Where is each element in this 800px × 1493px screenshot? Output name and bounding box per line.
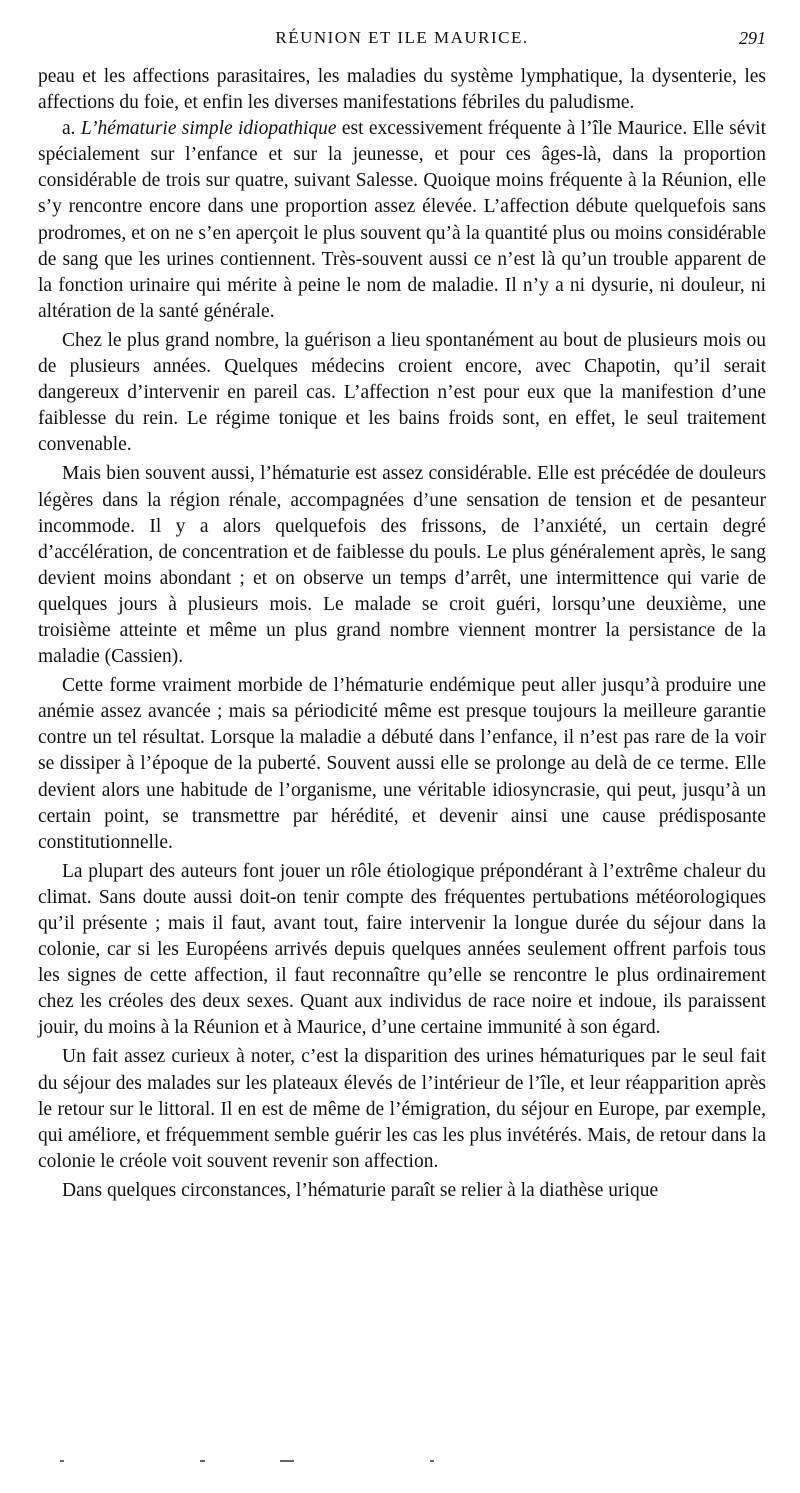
paragraph-continuation [38, 64, 766, 116]
paragraph-text: Mais bien souvent aussi, l’hématurie est assez considérable. Elle est précédée de douleurs légères dans la région rénale, accompagnées d’une sensation de tension et de pesanteur incommode. Il y a alors quelquefois des frissons, de l’anxiété, un certain degré d’accélération, de concentration et de faiblesse du pouls. Le plus généralement après, le sang devient moins abondant ; et on observe un temps d’arrêt, une intermittence qui varie de quelques jours à plusieurs mois. Le malade se croit guéri, lorsqu’une deuxième, une troisième atteinte et même un plus grand nombre viennent montrer la persistance de la maladie (Cassien). [38, 463, 766, 668]
paragraph-text: Un fait assez curieux à noter, c’est la disparition des urines hématuriques par le seul fait du séjour des malades sur les plateaux élevés de l’intérieur de l’île, et leur réapparition après le retour sur le littoral. Il en est de même de l’émigration, du séjour en Europe, par exemple, qui améliore, et fréquemment semble guérir les cas les plus invétérés. Mais, de retour dans la colonie le créole voit souvent revenir son affection. [38, 1046, 766, 1172]
scan-speck [280, 1460, 294, 1462]
section-term: L’hématurie simple idiopathique [80, 118, 337, 140]
scan-speck [60, 1460, 64, 1462]
paragraph-fait-curieux [38, 1044, 766, 1174]
scan-speck [430, 1460, 434, 1462]
paragraph-guerison [38, 328, 766, 458]
paragraph-text: Dans quelques circonstances, l’hématurie paraît se relier à la diathèse urique [62, 1179, 659, 1201]
paragraph-text: est excessivement fréquente à l’île Maurice. Elle sévit spécialement sur l’enfance et sur la jeunesse, et pour ces âges-là, dans la proportion considérable de trois sur quatre, suivant Salesse. Quoique moins fréquente à la Réunion, elle s’y rencontre encore dans une proportion assez élevée. L’affection débute quelquefois sans prodromes, et on ne s’en aperçoit le plus souvent qu’à la quantité plus ou moins considérable de sang que les urines contiennent. Très-souvent aussi ce n’est là qu’un trouble apparent de la fonction urinaire qui mérite à peine le nom de maladie. Il n’y a ni dysurie, ni douleur, ni altération de la santé générale. [38, 118, 766, 322]
scan-specks [50, 1458, 750, 1464]
paragraph-text: Chez le plus grand nombre, la guérison a lieu spontanément au bout de plusieurs mois ou de plusieurs années. Quelques médecins croient encore, avec Chapotin, qu’il serait dangereux d’intervenir en pareil cas. L’affection n’est pour eux que la manifestion d’une faiblesse du rein. Le régime tonique et les bains froids sont, en effet, le seul traitement convenable. [38, 329, 766, 456]
book-page [38, 28, 766, 1204]
paragraph-lead: a. [62, 118, 81, 140]
page-number: 291 [739, 28, 766, 48]
paragraph-hematurie [38, 116, 766, 325]
scan-speck [200, 1460, 205, 1462]
running-title: RÉUNION ET ILE MAURICE. [275, 28, 529, 47]
body-text [38, 64, 766, 1204]
paragraph-diathese [38, 1178, 766, 1204]
paragraph-forme-morbide [38, 673, 766, 856]
paragraph-text: peau et les affections parasitaires, les maladies du système lymphatique, la dysenterie, les affections du foie, et enfin les diverses manifestations fébriles du paludisme. [38, 66, 766, 114]
paragraph-text: Cette forme vraiment morbide de l’hématurie endémique peut aller jusqu’à produire une anémie assez avancée ; mais sa périodicité même est presque toujours la meilleure garantie contre un tel résultat. Lorsque la maladie a débuté dans l’enfance, il n’est pas rare de la voir se dissiper à l’époque de la puberté. Souvent aussi elle se prolonge au delà de ce terme. Elle devient alors une habitude de l’organisme, une véritable idiosyncrasie, qui peut, jusqu’à un certain point, se transmettre par hérédité, et devenir ainsi une cause prédisposante constitutionnelle. [38, 675, 766, 853]
running-head [38, 28, 766, 54]
paragraph-etiologie [38, 859, 766, 1042]
paragraph-considerable [38, 461, 766, 670]
paragraph-text: La plupart des auteurs font jouer un rôle étiologique prépondérant à l’extrême chaleur du climat. Sans doute aussi doit-on tenir compte des fréquentes pertubations météorologiques qu’il présente ; mais il faut, avant tout, faire intervenir la longue durée du séjour dans la colonie, car si les Européens arrivés depuis quelques années seulement offrent parfois tous les signes de cette affection, il faut reconnaître qu’elle se rencontre le plus ordinairement chez les créoles des deux sexes. Quant aux individus de race noire et indoue, ils paraissent jouir, du moins à la Réunion et à Maurice, d’une certaine immunité à son égard. [38, 860, 766, 1039]
